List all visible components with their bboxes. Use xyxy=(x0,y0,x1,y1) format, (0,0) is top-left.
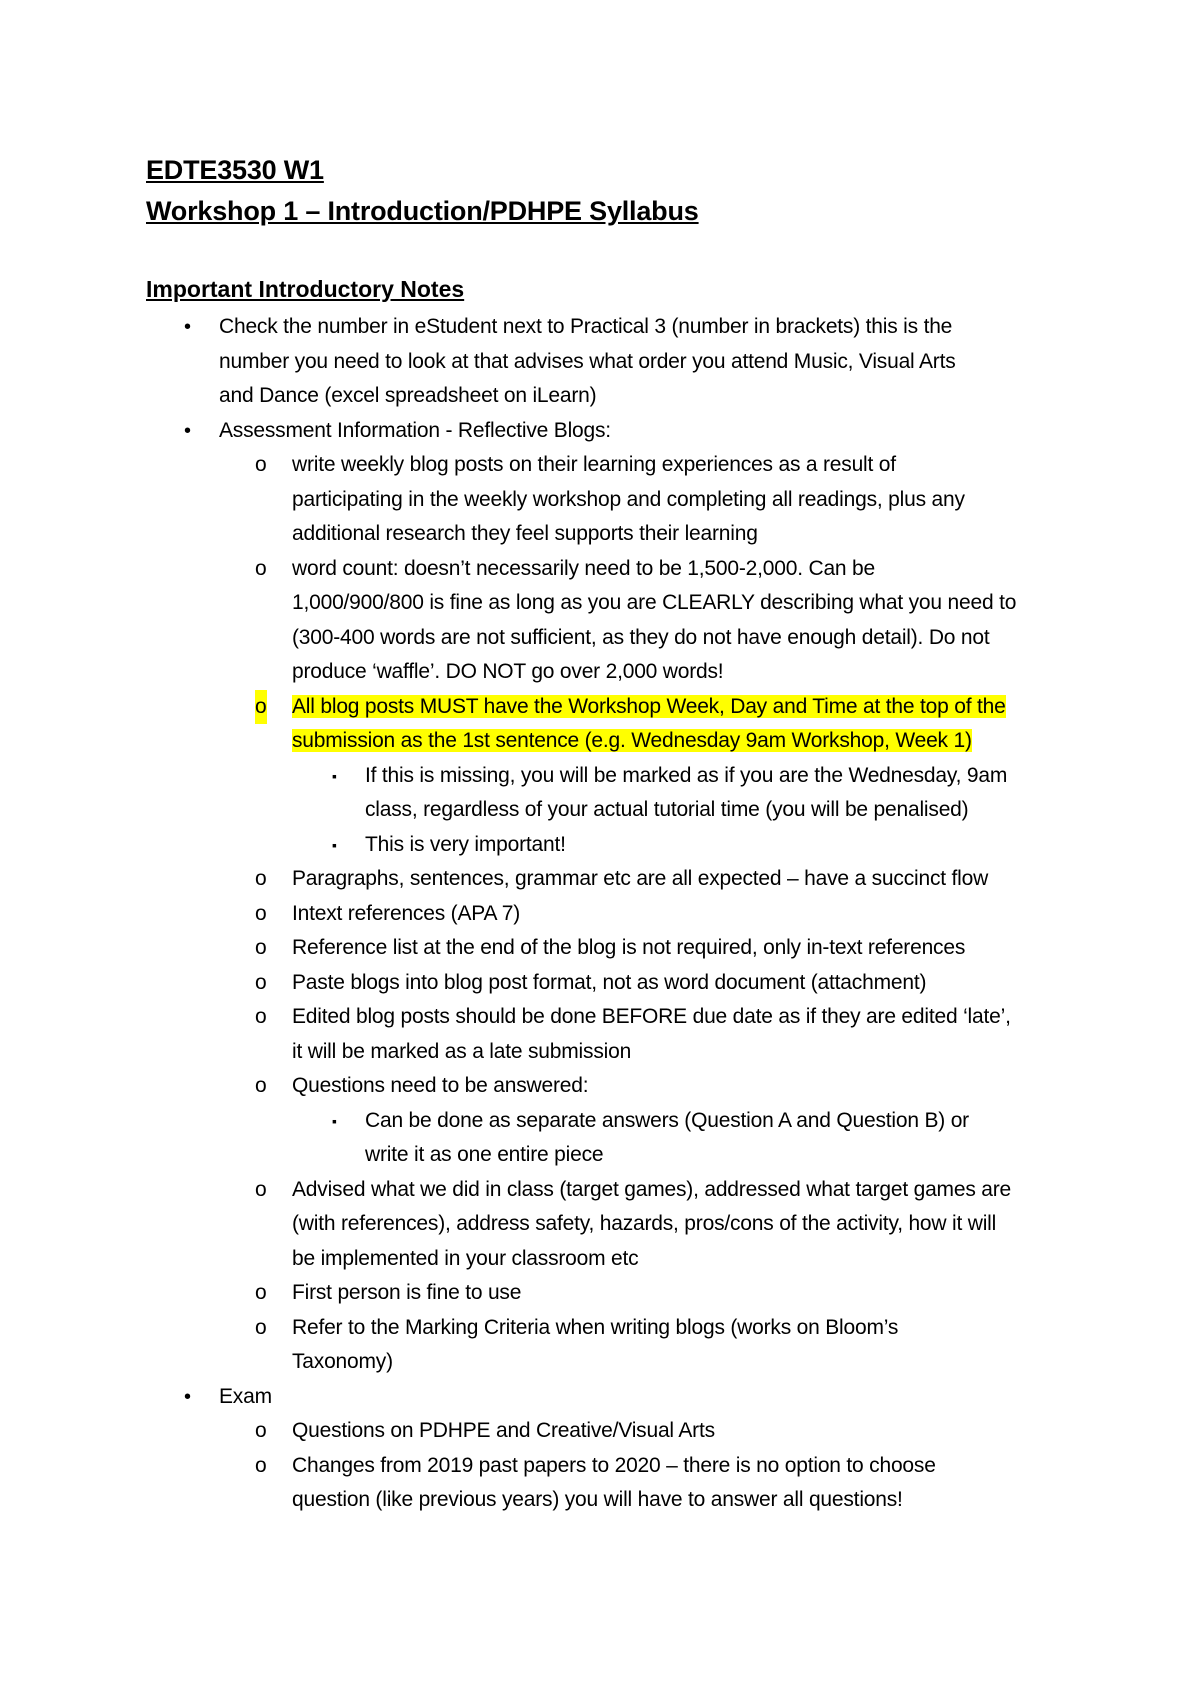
bullet-text-line: class, regardless of your actual tutorial time (you will be penalised) xyxy=(365,798,969,821)
bullet-text-line: Edited blog posts should be done BEFORE due date as if they are edited ‘late’, xyxy=(292,1005,1011,1028)
bullet-marker-icon: o xyxy=(255,1419,267,1442)
bullet-text-line: write it as one entire piece xyxy=(365,1143,604,1166)
section-heading: Important Introductory Notes xyxy=(146,276,465,302)
workshop-title: Workshop 1 – Introduction/PDHPE Syllabus xyxy=(146,196,699,226)
bullet-item-level-2 xyxy=(0,966,1200,1001)
bullet-marker-icon: ▪ xyxy=(332,1112,337,1129)
bullet-marker-icon: • xyxy=(184,1385,192,1408)
bullet-item-level-2 xyxy=(0,1449,1200,1518)
bullet-marker-icon: o xyxy=(255,936,267,959)
bullet-marker-icon: o xyxy=(255,970,267,994)
bullet-text-line: Taxonomy) xyxy=(292,1350,393,1373)
sub-list xyxy=(0,1104,1200,1173)
bullet-marker-icon: o xyxy=(255,1074,267,1097)
bullet-marker-icon: o xyxy=(255,453,267,476)
bullet-marker-icon: ▪ xyxy=(332,767,337,784)
bullet-marker-icon: o xyxy=(255,1005,267,1028)
bullet-text-line: produce ‘waffle’. DO NOT go over 2,000 words! xyxy=(292,660,724,683)
bullet-item-level-2 xyxy=(0,1069,1200,1104)
bullet-text-line: If this is missing, you will be marked as if you are the Wednesday, 9am xyxy=(365,763,1008,787)
bullet-text-line: This is very important! xyxy=(365,832,566,856)
bullet-text-line: All blog posts MUST have the Workshop Week, Day and Time at the top of the xyxy=(292,694,1006,718)
bullet-item-level-2 xyxy=(0,1276,1200,1311)
bullet-text-line: Assessment Information - Reflective Blogs: xyxy=(219,418,611,442)
bullet-text-line: write weekly blog posts on their learning experiences as a result of xyxy=(292,453,896,476)
bullet-item-level-2 xyxy=(0,862,1200,897)
bullet-item-level-2 xyxy=(0,690,1200,759)
bullet-item-level-2 xyxy=(0,1173,1200,1277)
sub-list xyxy=(0,1414,1200,1518)
bullet-item-level-1 xyxy=(0,414,1200,449)
bullet-item-level-2 xyxy=(0,448,1200,552)
bullet-marker-icon: o xyxy=(255,556,267,580)
bullet-text-line: Refer to the Marking Criteria when writing blogs (works on Bloom’s xyxy=(292,1315,899,1339)
bullet-marker-icon: o xyxy=(255,1315,267,1339)
bullet-text-line: 1,000/900/800 is fine as long as you are CLEARLY describing what you need to xyxy=(292,591,1017,614)
bullet-item-level-2 xyxy=(0,1311,1200,1380)
bullet-text-line: question (like previous years) you will have to answer all questions! xyxy=(292,1488,903,1511)
bullet-text-line: submission as the 1st sentence (e.g. Wednesday 9am Workshop, Week 1) xyxy=(292,729,972,752)
bullet-text-line: First person is fine to use xyxy=(292,1281,522,1304)
bullet-text-line: Check the number in eStudent next to Practical 3 (number in brackets) this is the xyxy=(219,315,953,338)
bullet-marker-icon: o xyxy=(255,901,267,925)
bullet-text-line: Paragraphs, sentences, grammar etc are all expected – have a succinct flow xyxy=(292,867,989,890)
bullet-item-level-2 xyxy=(0,552,1200,690)
bullet-text-line: be implemented in your classroom etc xyxy=(292,1246,639,1270)
notes-list xyxy=(0,310,1200,1518)
bullet-text-line: Questions on PDHPE and Creative/Visual Arts xyxy=(292,1419,715,1442)
bullet-text-line: Advised what we did in class (target games), addressed what target games are xyxy=(292,1177,1012,1201)
bullet-item-level-1 xyxy=(0,310,1200,414)
bullet-text-line: Reference list at the end of the blog is not required, only in-text references xyxy=(292,936,966,959)
bullet-text-line: additional research they feel supports their learning xyxy=(292,522,758,545)
course-code-title: EDTE3530 W1 xyxy=(146,155,324,185)
bullet-item-level-3 xyxy=(0,1104,1200,1173)
bullet-text-line: Changes from 2019 past papers to 2020 – there is no option to choose xyxy=(292,1453,936,1477)
bullet-item-level-1 xyxy=(0,1380,1200,1415)
bullet-item-level-2 xyxy=(0,1000,1200,1069)
bullet-marker-icon: o xyxy=(255,1281,267,1304)
bullet-marker-icon: o xyxy=(255,1177,267,1201)
bullet-item-level-3 xyxy=(0,759,1200,828)
bullet-text-line: Questions need to be answered: xyxy=(292,1074,589,1097)
bullet-marker-icon: o xyxy=(255,1453,267,1477)
bullet-text-line: Can be done as separate answers (Question A and Question B) or xyxy=(365,1108,969,1132)
bullet-text-line: and Dance (excel spreadsheet on iLearn) xyxy=(219,384,597,407)
bullet-item-level-2 xyxy=(0,1414,1200,1449)
sub-list xyxy=(0,759,1200,863)
bullet-text-line: number you need to look at that advises what order you attend Music, Visual Arts xyxy=(219,349,956,373)
bullet-text-line: (300-400 words are not sufficient, as they do not have enough detail). Do not xyxy=(292,625,990,649)
bullet-marker-icon: o xyxy=(255,867,267,890)
bullet-item-level-2 xyxy=(0,931,1200,966)
bullet-text-line: word count: doesn’t necessarily need to be 1,500-2,000. Can be xyxy=(292,556,875,580)
bullet-text-line: (with references), address safety, hazards, pros/cons of the activity, how it will xyxy=(292,1212,997,1235)
bullet-text-line: Exam xyxy=(219,1384,272,1408)
bullet-marker-icon: • xyxy=(184,419,192,442)
bullet-text-line: participating in the weekly workshop and completing all readings, plus any xyxy=(292,487,965,511)
bullet-item-level-2 xyxy=(0,897,1200,932)
bullet-marker-icon: o xyxy=(255,690,267,725)
bullet-item-level-3 xyxy=(0,828,1200,863)
bullet-marker-icon: ▪ xyxy=(332,836,337,853)
sub-list xyxy=(0,448,1200,1380)
bullet-text-line: it will be marked as a late submission xyxy=(292,1039,632,1063)
bullet-text-line: Paste blogs into blog post format, not as word document (attachment) xyxy=(292,970,927,994)
bullet-marker-icon: • xyxy=(184,316,192,338)
bullet-text-line: Intext references (APA 7) xyxy=(292,901,521,925)
